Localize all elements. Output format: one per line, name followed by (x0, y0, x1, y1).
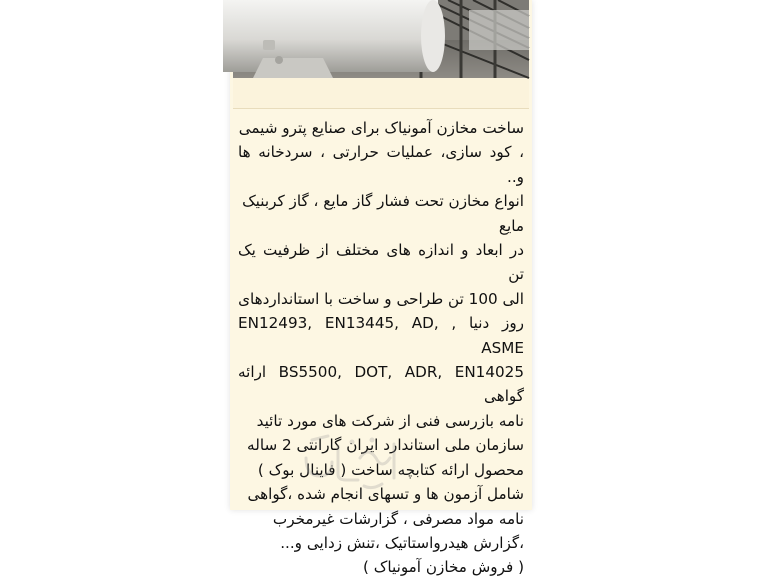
description-line-3: انواع مخازن تحت فشار گاز مایع ، گاز کربنیک (242, 192, 524, 211)
description-line-4: مایع (498, 216, 524, 235)
description-line-9: نامه بازرسی فنی از شرکت های مورد تائید (256, 411, 524, 430)
description-line-14: ،گزارش هیدرواستاتیک ،تنش زدایی و... (280, 533, 524, 552)
description-line-6: الی 100 تن طراحی و ساخت با استانداردهای (238, 289, 524, 308)
description-line-12: شامل آزمون ها و تسهای انجام شده ،گواهی (247, 485, 524, 504)
tank-photo-illustration (233, 0, 529, 78)
ad-card (230, 0, 532, 577)
description-line-1: ساخت مخازن آمونیاک برای صنایع پترو شیمی (238, 119, 524, 137)
description-line-8: BS5500, DOT, ADR, EN14025 ارائه گواهی (238, 363, 524, 406)
product-description (238, 116, 524, 580)
description-line-2: ، کود سازی، عملیات حرارتی ، سردخانه ها و.. (238, 143, 524, 186)
product-photo[interactable] (233, 0, 529, 78)
description-line-13: نامه مواد مصرفی ، گزارشات غیرمخرب (272, 509, 524, 528)
photo-frame (233, 0, 529, 109)
description-line-5: در ابعاد و اندازه های مختلف از ظرفیت یک تن (238, 241, 524, 284)
description-line-10: سازمان ملی استاندارد ایران گارانتی 2 ساله (247, 436, 524, 455)
description-line-7: روز دنیا , EN12493, EN13445, AD, ASME (238, 314, 525, 357)
description-line-15: ( فروش مخازن آمونیاک ) (363, 558, 524, 577)
description-line-11: محصول ارائه کتابچه ساخت ( فاینال بوک ) (257, 460, 524, 479)
